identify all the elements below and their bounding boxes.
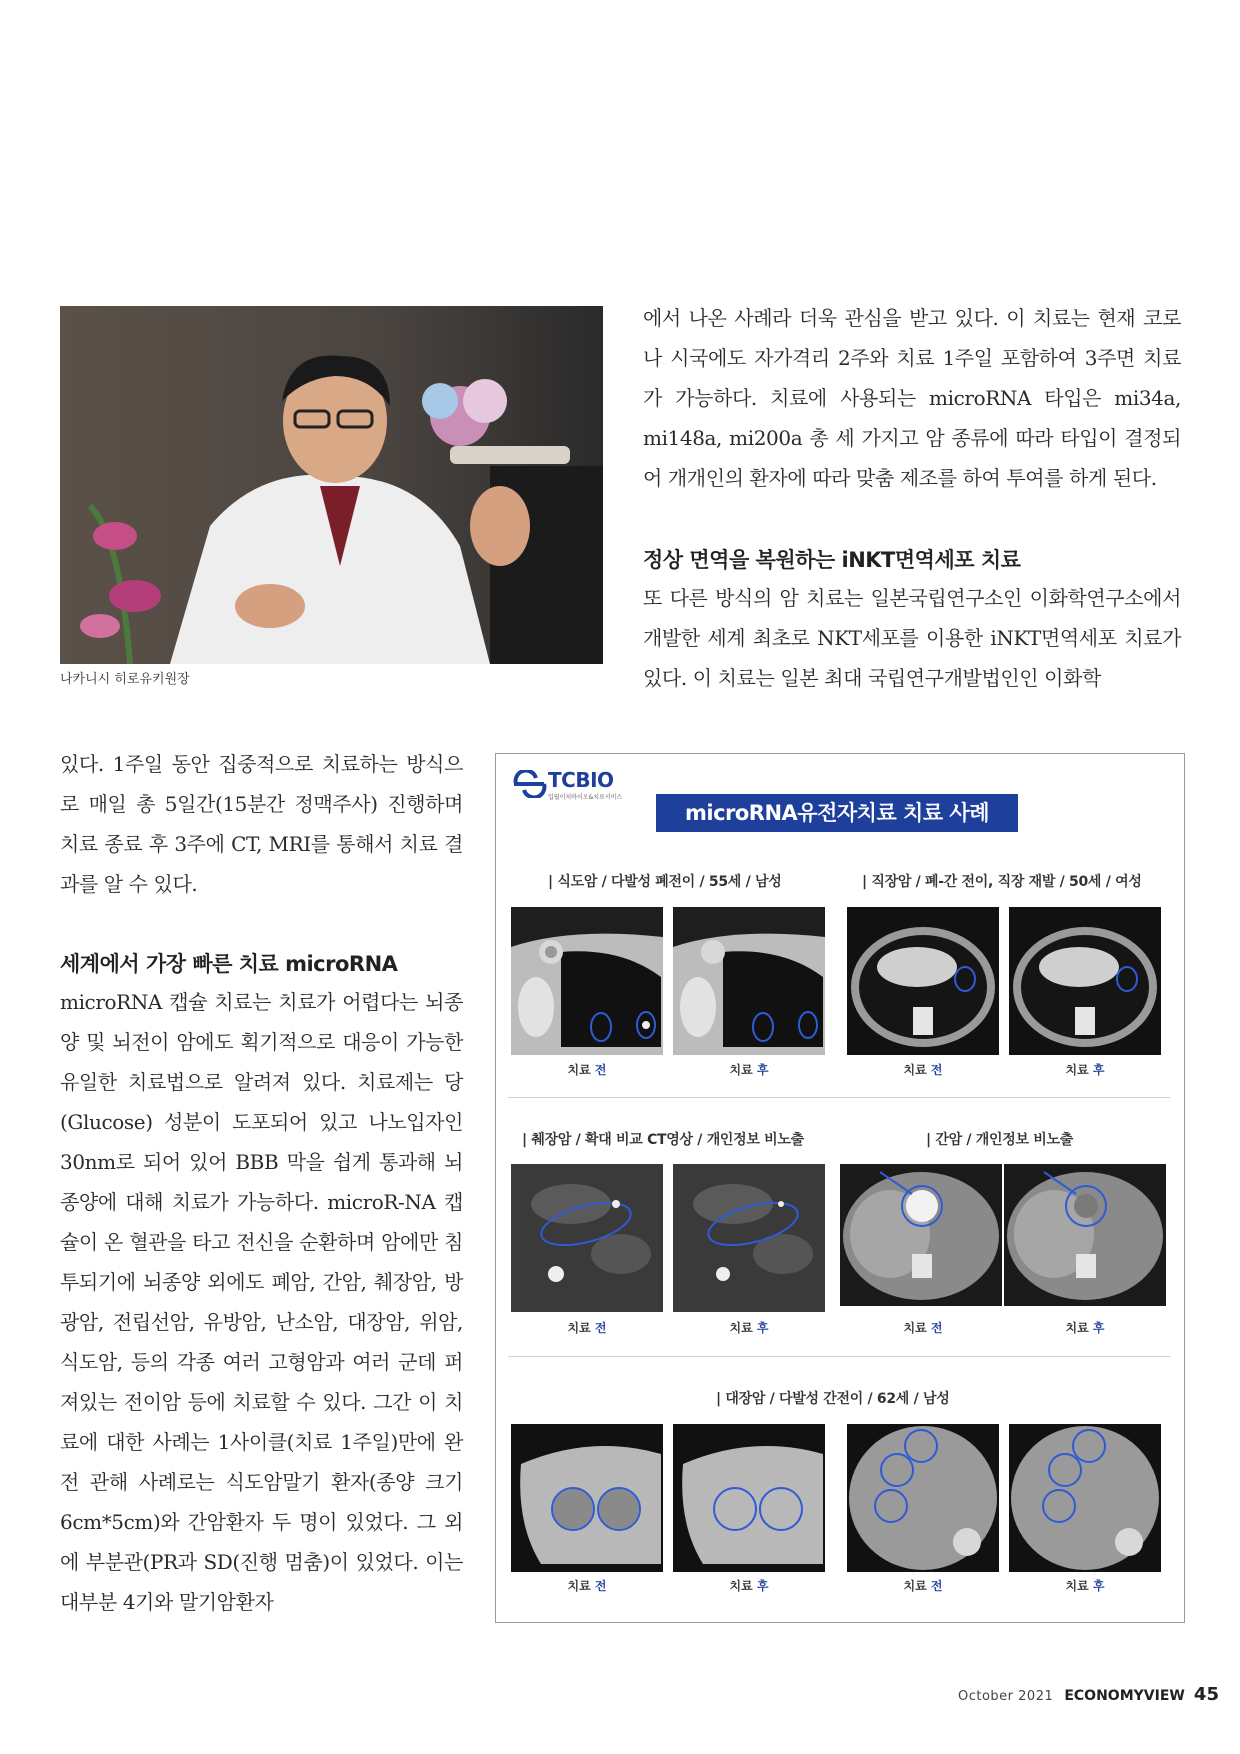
- label-before-word: 전: [930, 1063, 943, 1077]
- ct-image-liver-before: [840, 1164, 1002, 1306]
- label-after-word: 후: [756, 1321, 769, 1335]
- label-prefix: 치료: [1065, 1063, 1089, 1077]
- ct-image-liver-after: [1004, 1164, 1166, 1306]
- doctor-portrait-image: [60, 306, 603, 664]
- ct-image-esophageal-after: [673, 907, 825, 1055]
- case-title-esophageal: | 식도암 / 다발성 폐전이 / 55세 / 남성: [548, 874, 782, 890]
- page-number: 45: [1193, 1684, 1219, 1705]
- label-before: [511, 1577, 663, 1594]
- label-prefix: 치료: [1065, 1579, 1089, 1593]
- footer-magazine: ECONOMYVIEW: [1064, 1688, 1185, 1704]
- label-before: [511, 1061, 663, 1078]
- label-prefix: 치료: [1065, 1321, 1089, 1335]
- label-after-word: 후: [1092, 1321, 1105, 1335]
- label-after: [673, 1061, 825, 1078]
- case-banner: microRNA유전자치료 치료 사례: [656, 794, 1018, 832]
- ct-image-colorectal-after-1: [673, 1424, 825, 1572]
- label-prefix: 치료: [567, 1579, 591, 1593]
- label-after: [673, 1577, 825, 1594]
- label-prefix: 치료: [903, 1321, 927, 1335]
- section-heading-microrna: 세계에서 가장 빠른 치료 microRNA: [60, 952, 398, 976]
- label-before: [847, 1061, 999, 1078]
- logo-text: TCBIO: [548, 768, 614, 792]
- label-prefix: 치료: [567, 1063, 591, 1077]
- logo-subtext: 입립이처바이오&치료서비스: [548, 794, 623, 801]
- case-title-liver: | 간암 / 개인정보 비노출: [926, 1132, 1073, 1148]
- label-after: [1009, 1577, 1161, 1594]
- tcbio-logo-icon: [512, 770, 548, 798]
- label-after-word: 후: [756, 1063, 769, 1077]
- photo-caption: 나카니시 히로유키원장: [60, 672, 190, 687]
- label-before-word: 전: [594, 1321, 607, 1335]
- microrna-body-paragraph: microRNA 캡슐 치료는 치료가 어렵다는 뇌종양 및 뇌전이 암에도 획기적으로 대응이 가능한 유일한 치료법으로 알려져 있다. 치료제는 당(Glucose) 성분이 도포되어 있고 나노입자인 30nm로 되어 있어 BBB 막을 쉽게 통과해 뇌종양에 대해 치료가 가능하다. microR-NA 캡슐이 온 혈관을 타고 전신을 순환하며 암에만 침투되기에 뇌종양 외에도 폐암, 간암, 췌장암, 방광암, 전립선암, 유방암, 난소암, 대장암, 위암, 식도암, 등의 각종 여러 고형암과 여러 군데 퍼져있는 전이암 등에 치료할 수 있다. 그간 이 치료에 대한 사례는 1사이클(치료 1주일)만에 완전 관해 사례로는 식도암말기 환자(종양 크기 6cm*5cm)와 간암환자 두 명이 있었다. 그 외에 부분관(PR과 SD(진행 멈춤)이 있었다. 이는 대부분 4기와 말기암환자: [60, 990, 463, 1614]
- left-intro-paragraph: 있다. 1주일 동안 집중적으로 치료하는 방식으로 매일 총 5일간(15분간 정맥주사) 진행하며 치료 종료 후 3주에 CT, MRI를 통해서 치료 결과를 알 수 있다.: [60, 752, 463, 896]
- paragraph: 에서 나온 사례라 더욱 관심을 받고 있다. 이 치료는 현재 코로나 시국에도 자가격리 2주와 치료 1주일 포함하여 3주면 치료가 가능하다. 치료에 사용되는 microRNA 타입은 mi34a, mi148a, mi200a 총 세 가지고 암 종류에 따라 타입이 결정되어 개개인의 환자에 따라 맞춤 제조를 하여 투여를 하게 된다.: [643, 306, 1181, 490]
- section-heading-inkt: 정상 면역을 복원하는 iNKT면역세포 치료: [643, 548, 1021, 572]
- ct-image-colorectal-before-2: [847, 1424, 999, 1572]
- label-before: [511, 1319, 663, 1336]
- label-after: [1009, 1319, 1161, 1336]
- label-prefix: 치료: [729, 1579, 753, 1593]
- case-divider: [508, 1097, 1170, 1098]
- ct-image-pancreatic-after: [673, 1164, 825, 1312]
- case-divider: [508, 1356, 1170, 1357]
- ct-image-colorectal-before-1: [511, 1424, 663, 1572]
- label-after-word: 후: [1092, 1579, 1105, 1593]
- case-title-pancreatic: | 췌장암 / 확대 비교 CT영상 / 개인정보 비노출: [522, 1132, 804, 1148]
- top-right-text-block: [643, 298, 1181, 498]
- label-after: [1009, 1061, 1161, 1078]
- tcbio-logo: [512, 768, 632, 804]
- ct-image-esophageal-before: [511, 907, 663, 1055]
- label-after: [673, 1319, 825, 1336]
- page-footer: [958, 1684, 1219, 1705]
- treatment-case-box: [495, 753, 1185, 1623]
- paragraph: 또 다른 방식의 암 치료는 일본국립연구소인 이화학연구소에서 개발한 세계 최초로 NKT세포를 이용한 iNKT면역세포 치료가 있다. 이 치료는 일본 최대 국립연구개발법인인 이화학: [643, 586, 1181, 690]
- label-before: [847, 1319, 999, 1336]
- label-before-word: 전: [594, 1063, 607, 1077]
- label-prefix: 치료: [729, 1321, 753, 1335]
- footer-date: October 2021: [958, 1689, 1054, 1704]
- ct-image-rectal-before: [847, 907, 999, 1055]
- label-before-word: 전: [594, 1579, 607, 1593]
- label-before-word: 전: [930, 1321, 943, 1335]
- label-prefix: 치료: [903, 1579, 927, 1593]
- ct-image-colorectal-after-2: [1009, 1424, 1161, 1572]
- doctor-photo: [60, 306, 603, 664]
- label-after-word: 후: [756, 1579, 769, 1593]
- label-after-word: 후: [1092, 1063, 1105, 1077]
- inkt-text-block: [643, 578, 1181, 698]
- case-title-colorectal: | 대장암 / 다발성 간전이 / 62세 / 남성: [716, 1391, 950, 1407]
- label-prefix: 치료: [729, 1063, 753, 1077]
- label-prefix: 치료: [567, 1321, 591, 1335]
- label-before-word: 전: [930, 1579, 943, 1593]
- label-before: [847, 1577, 999, 1594]
- label-prefix: 치료: [903, 1063, 927, 1077]
- ct-image-rectal-after: [1009, 907, 1161, 1055]
- case-title-rectal: | 직장암 / 폐-간 전이, 직장 재발 / 50세 / 여성: [862, 874, 1142, 890]
- ct-image-pancreatic-before: [511, 1164, 663, 1312]
